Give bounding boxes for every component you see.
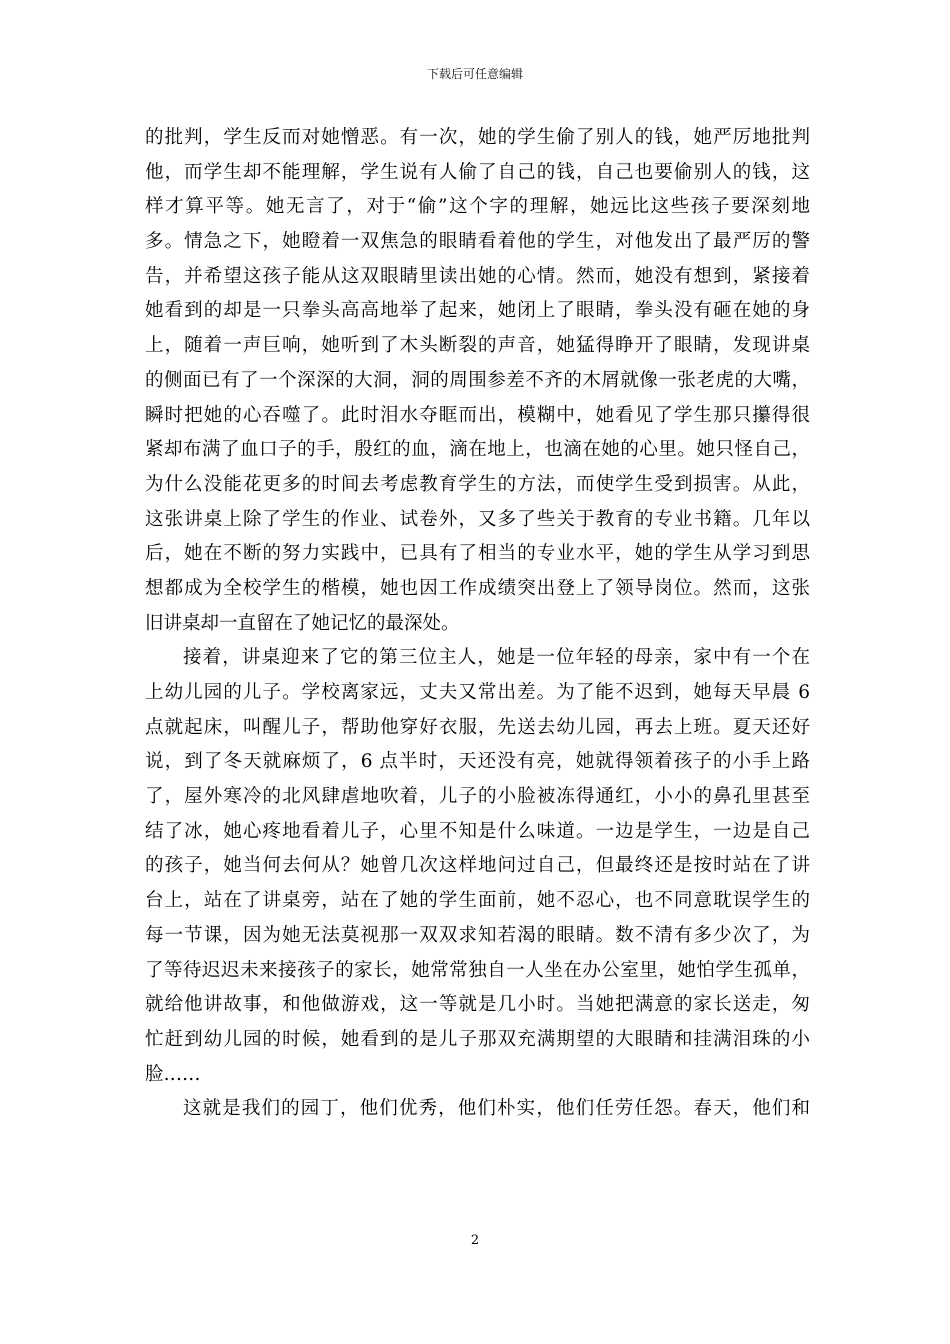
text-line: 这就是我们的园丁，他们优秀，他们朴实，他们任劳任怨。春天，他们和 [183,1098,810,1120]
text-line: 忙赶到幼儿园的时候，她看到的是儿子那双充满期望的大眼睛和挂满泪珠的小 [145,1028,810,1050]
text-line: 紧却布满了血口子的手，殷红的血，滴在地上，也滴在她的心里。她只怪自己， [145,439,810,461]
body-text [145,121,810,1127]
text-line: 的批判，学生反而对她憎恶。有一次，她的学生偷了别人的钱，她严厉地批判 [145,127,810,148]
text-line: 多。情急之下，她瞪着一双焦急的眼睛看着他的学生，对他发出了最严厉的警 [145,231,810,253]
text-line: 结了冰，她心疼地看着儿子，心里不知是什么味道。一边是学生，一边是自己 [145,820,810,842]
text-line: 想都成为全校学生的楷模，她也因工作成绩突出登上了领导岗位。然而，这张 [145,577,810,599]
text-line: 这张讲桌上除了学生的作业、试卷外，又多了些关于教育的专业书籍。几年以 [145,508,810,530]
text-line: 了等待迟迟未来接孩子的家长，她常常独自一人坐在办公室里，她怕学生孤单， [145,959,810,981]
text-line: 瞬时把她的心吞噬了。此时泪水夺眶而出，模糊中，她看见了学生那只攥得很 [145,404,810,426]
text-line: 上，随着一声巨响，她听到了木头断裂的声音，她猛得睁开了眼睛，发现讲桌 [145,335,810,357]
text-line: 了，屋外寒冷的北风肆虐地吹着，儿子的小脸被冻得通红，小小的鼻孔里甚至 [145,786,810,808]
text-line: 告，并希望这孩子能从这双眼睛里读出她的心情。然而，她没有想到，紧接着 [145,265,810,287]
text-line: 接着，讲桌迎来了它的第三位主人，她是一位年轻的母亲，家中有一个在 [183,647,810,669]
text-line: 每一节课，因为她无法莫视那一双双求知若渴的眼睛。数不清有多少次了，为 [145,924,810,946]
page-header: 下载后可任意编辑 [426,67,523,81]
text-line: 台上，站在了讲桌旁，站在了她的学生面前，她不忍心，也不同意耽误学生的 [145,890,810,912]
text-line: 脸…… [145,1063,201,1085]
text-line: 后，她在不断的努力实践中，已具有了相当的专业水平，她的学生从学习到思 [145,543,810,565]
text-line: 他，而学生却不能理解，学生说有人偷了自己的钱，自己也要偷别人的钱，这 [145,161,810,183]
text-line: 的孩子，她当何去何从？她曾几次这样地问过自己，但最终还是按时站在了讲 [145,855,810,877]
text-line: 上幼儿园的儿子。学校离家远，丈夫又常出差。为了能不迟到，她每天早晨 6 [145,682,810,703]
text-line: 就给他讲故事，和他做游戏，这一等就是几小时。当她把满意的家长送走，匆 [145,994,810,1016]
text-line: 说，到了冬天就麻烦了，6 点半时，天还没有亮，她就得领着孩子的小手上路 [145,751,810,773]
text-line: 为什么没能花更多的时间去考虑教育学生的方法，而使学生受到损害。从此， [145,473,810,495]
text-line: 旧讲桌却一直留在了她记忆的最深处。 [145,612,460,634]
text-line: 的侧面已有了一个深深的大洞，洞的周围参差不齐的木屑就像一张老虎的大嘴， [145,369,810,391]
page-number: 2 [470,1233,480,1248]
text-line: 样才算平等。她无言了，对于“偷”这个字的理解，她远比这些孩子要深刻地 [145,196,810,218]
text-line: 点就起床，叫醒儿子，帮助他穿好衣服，先送去幼儿园，再去上班。夏天还好 [145,716,810,738]
text-line: 她看到的却是一只拳头高高地举了起来，她闭上了眼睛，拳头没有砸在她的身 [145,300,810,322]
